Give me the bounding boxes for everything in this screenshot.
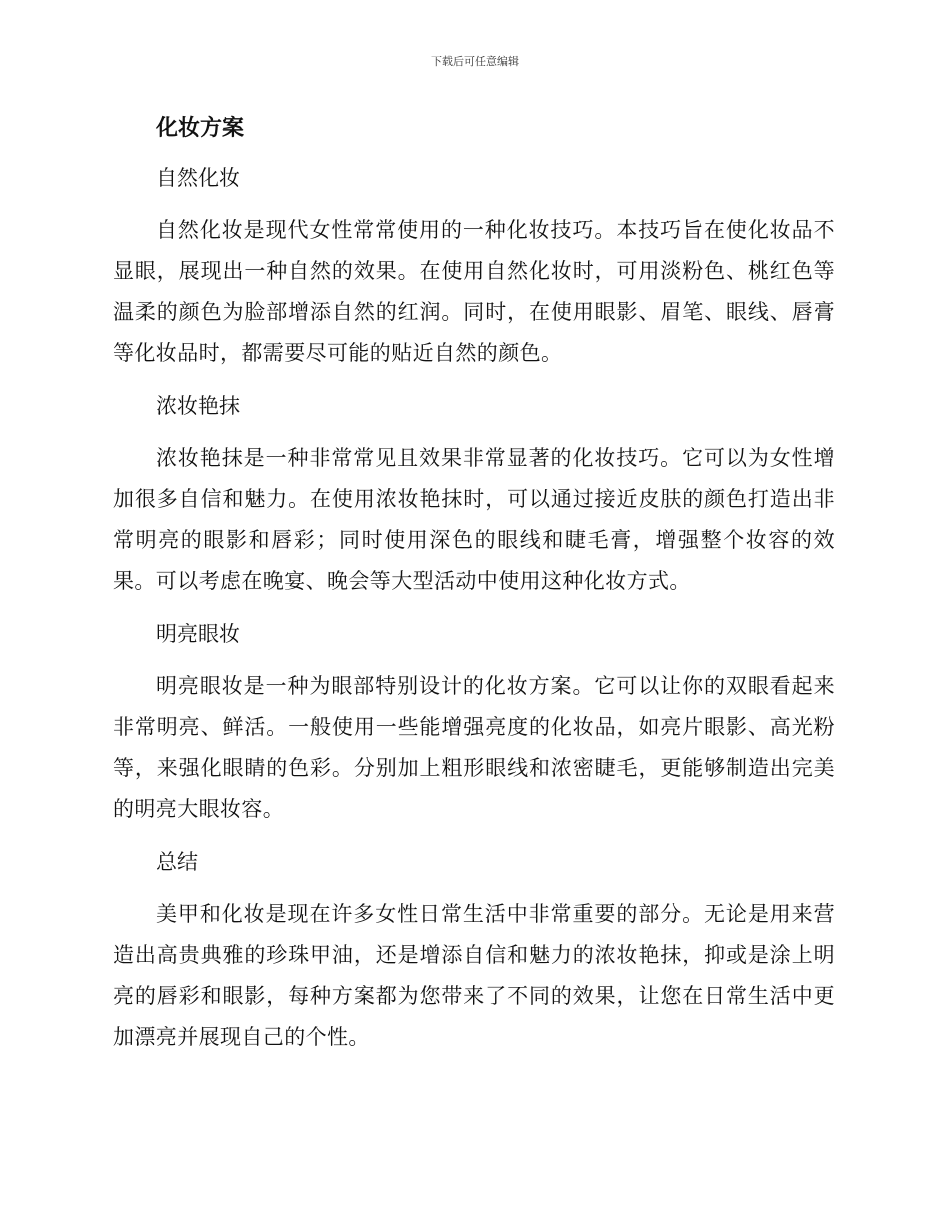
section-natural-makeup xyxy=(113,158,835,374)
section-heading: 明亮眼妆 xyxy=(156,622,240,646)
section-paragraph: 自然化妆是现代女性常常使用的一种化妆技巧。本技巧旨在使化妆品不显眼，展现出一种自然的效果。在使用自然化妆时，可用淡粉色、桃红色等温柔的颜色为脸部增添自然的红润。同时，在使用眼影、眉笔、眼线、唇膏等化妆品时，都需要尽可能的贴近自然的颜色。 xyxy=(113,218,835,365)
section-summary xyxy=(113,842,835,1058)
document-title: 化妆方案 xyxy=(156,115,245,141)
section-heavy-makeup xyxy=(113,386,835,602)
section-heading: 自然化妆 xyxy=(156,166,240,190)
section-paragraph: 美甲和化妆是现在许多女性日常生活中非常重要的部分。无论是用来营造出高贵典雅的珍珠甲油，还是增添自信和魅力的浓妆艳抹，抑或是涂上明亮的唇彩和眼影，每种方案都为您带来了不同的效果，让您在日常生活中更加漂亮并展现自己的个性。 xyxy=(113,902,835,1049)
page-header-note: 下载后可任意编辑 xyxy=(431,55,519,68)
section-bright-eye-makeup xyxy=(113,614,835,830)
document-body xyxy=(113,108,835,1058)
section-paragraph: 明亮眼妆是一种为眼部特别设计的化妆方案。它可以让你的双眼看起来非常明亮、鲜活。一般使用一些能增强亮度的化妆品，如亮片眼影、高光粉等，来强化眼睛的色彩。分别加上粗形眼线和浓密睫毛，更能够制造出完美的明亮大眼妆容。 xyxy=(113,674,835,821)
section-paragraph: 浓妆艳抹是一种非常常见且效果非常显著的化妆技巧。它可以为女性增加很多自信和魅力。在使用浓妆艳抹时，可以通过接近皮肤的颜色打造出非常明亮的眼影和唇彩；同时使用深色的眼线和睫毛膏，增强整个妆容的效果。可以考虑在晚宴、晚会等大型活动中使用这种化妆方式。 xyxy=(113,446,835,593)
section-heading: 总结 xyxy=(156,850,198,874)
section-heading: 浓妆艳抹 xyxy=(156,394,240,418)
